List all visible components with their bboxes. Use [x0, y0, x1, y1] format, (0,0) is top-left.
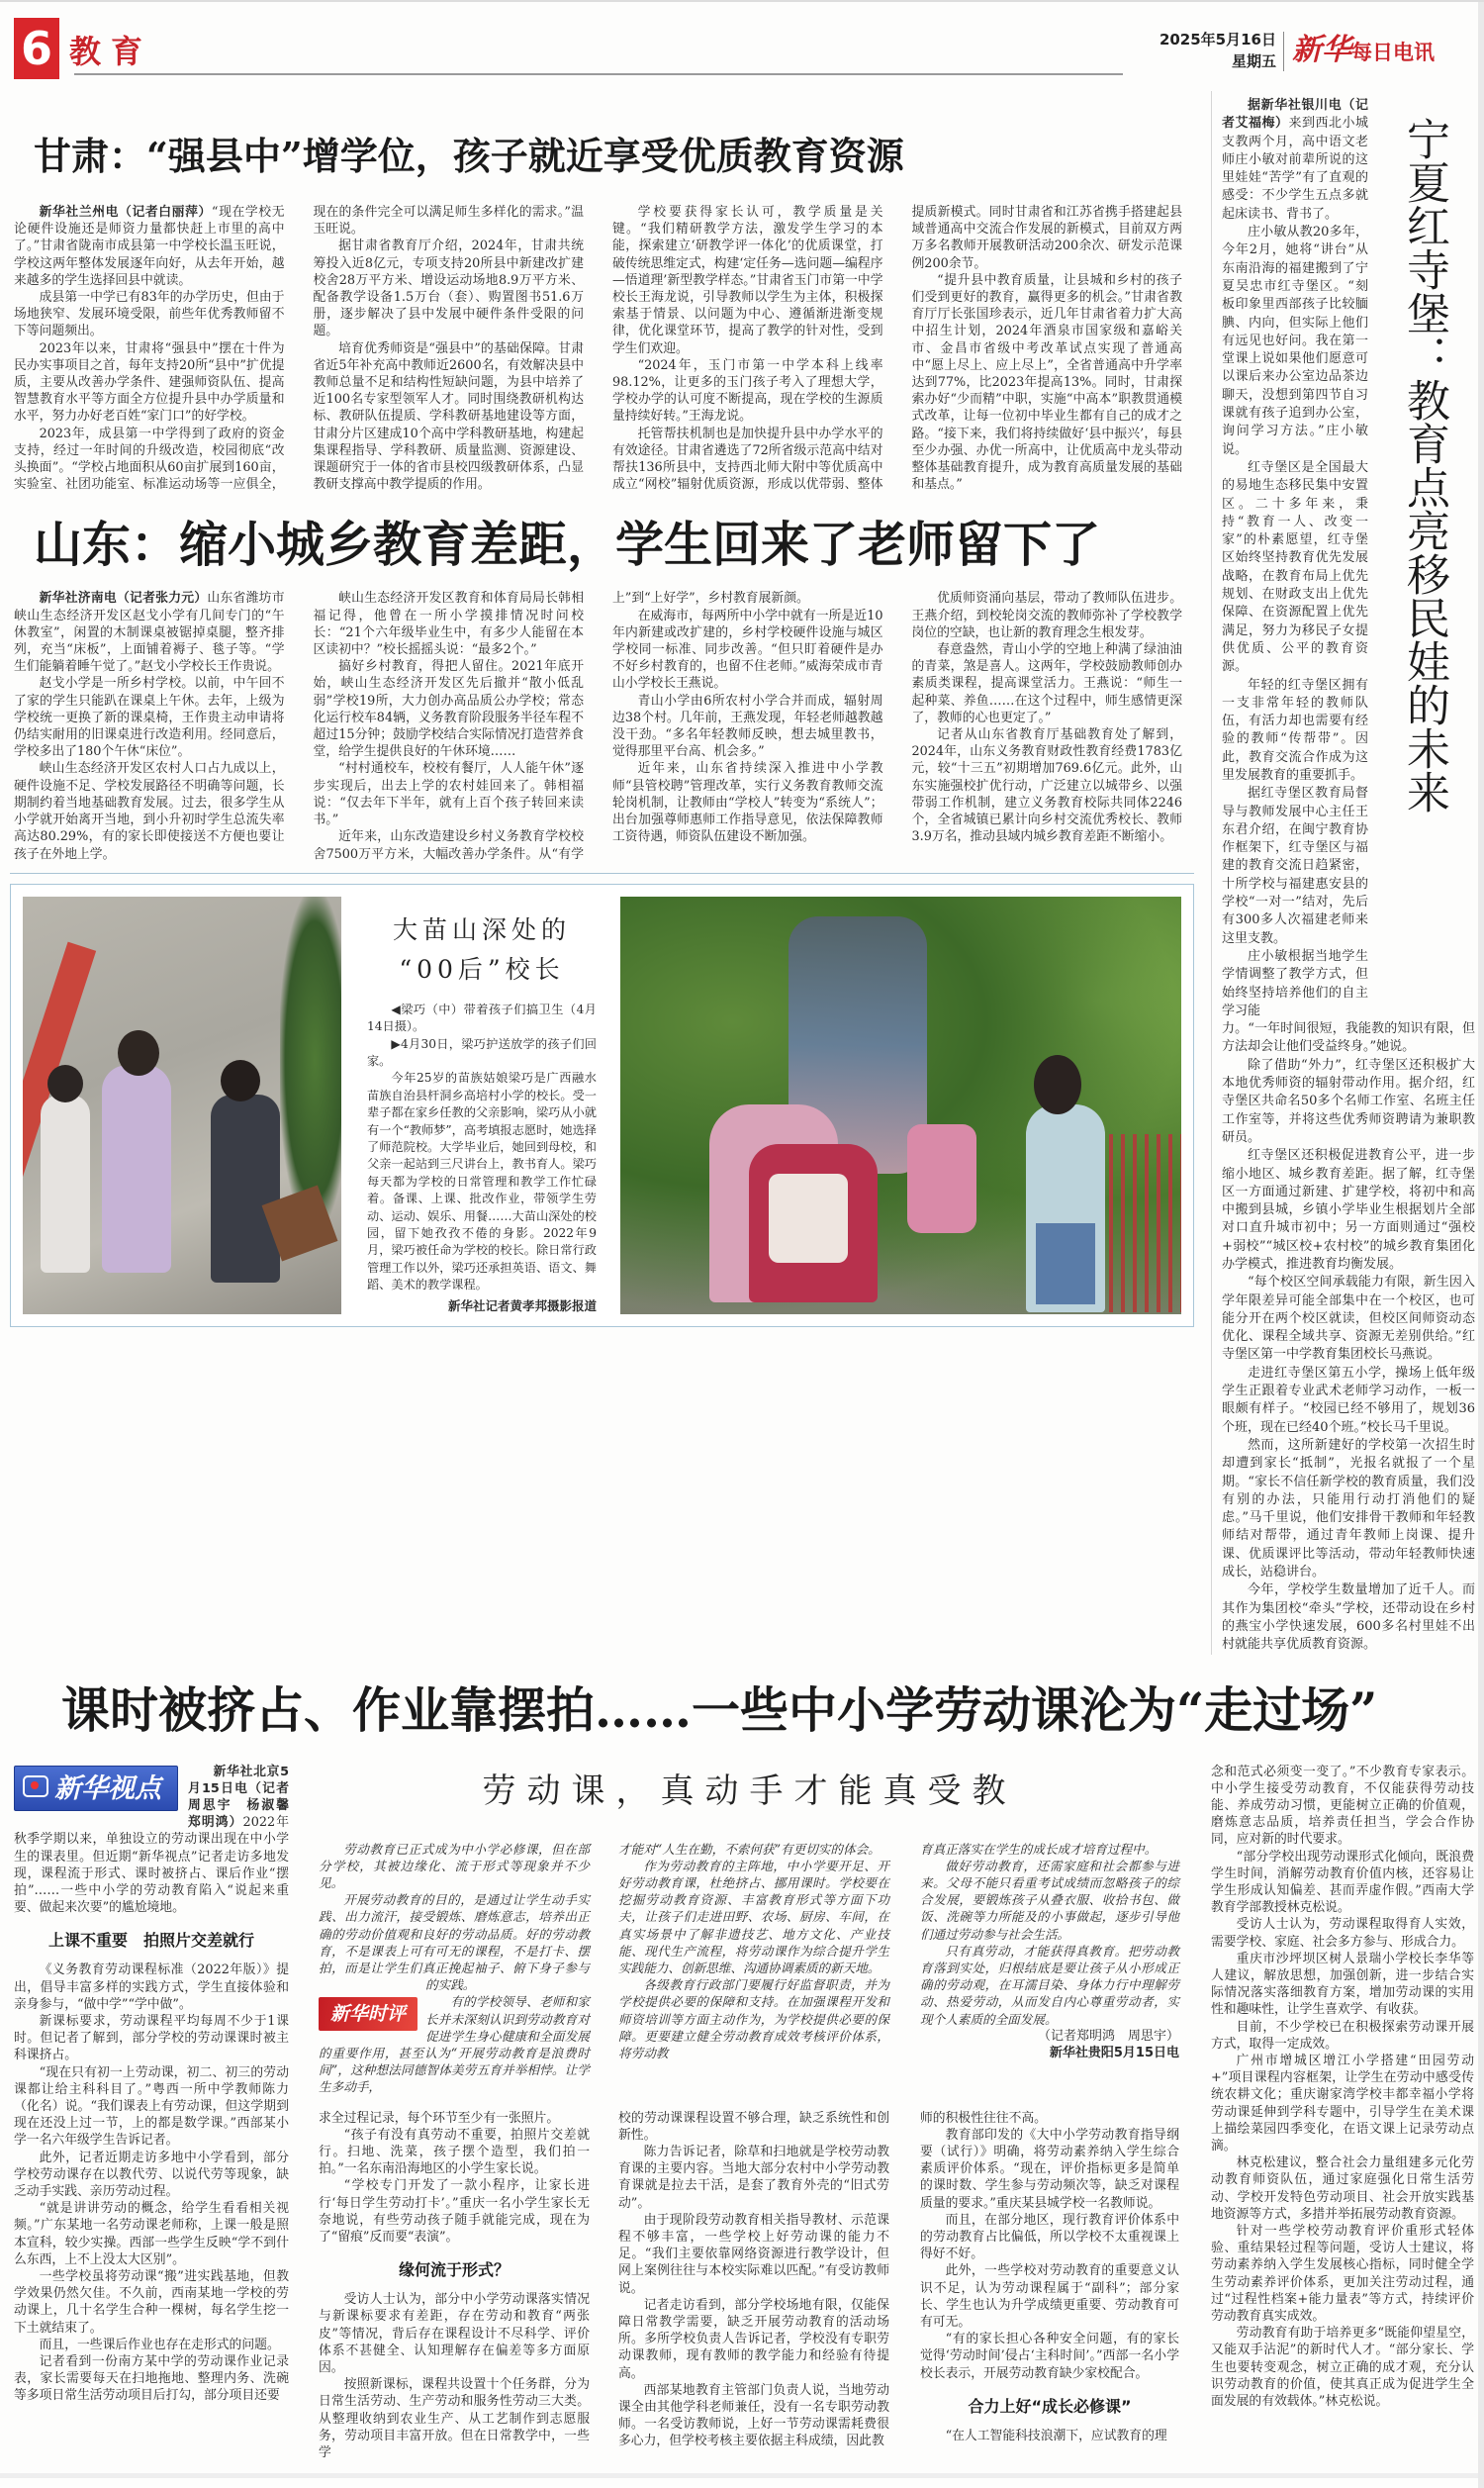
paragraph: 走进红寺堡区第五小学，操场上低年级学生正跟着专业武术老师学习动作，一板一眼颇有样子。“校园已经不够用了，规划36个班，现在已经40个班。”校长马千里说。: [1222, 1365, 1475, 1435]
photo-story-title-line: “00后”校长: [399, 954, 565, 984]
paragraph: 学校要获得家长认可，教学质量是关键。“我们精研教学方法，激发学生学习的本能，探索建立‘研教学评一体化’的优质课堂，打破传统思维定式，构建‘定任务—选问题—编程序—悟道理’新型教学样态。”甘肃省玉门市第一中学校长王海龙说，引导教师以学生为主体，积极探索基于情景、以问题为中心、遵循渐进渐变规律，优化课堂环节，提高了教学的针对性，受到学生们欢迎。: [612, 205, 883, 356]
child-figure: [41, 1095, 90, 1273]
headline-labor-class: 课时被挤占、作业靠摆拍……一些中小学劳动课沦为“走过场”: [61, 1680, 1378, 1739]
paragraph: 一些学校虽将劳动课“搬”进实践基地，但教学效果仍然欠佳。不久前，西南某地一学校的劳动课上，几十名学生合种一棵树，每名学生挖一下土就结束了。: [14, 2269, 289, 2336]
dateline: 新华社济南电（记者张力元）: [39, 591, 208, 607]
paragraph: “村村通校车，校校有餐厅，人人能午休”逐步实现后，出去上学的农村娃回来了。韩相福说：“仅去年下半年，就有上百个孩子转回来读书。”: [313, 761, 584, 828]
paragraph: 记者走访看到，部分学校场地有限，仅能保障日常教学需要，缺乏开展劳动教育的活动场所。多所学校负责人告诉记者，学校没有专职劳动课教师，现有教师的教学能力和经验有待提高。: [618, 2297, 889, 2381]
logo-brand: 新华: [1292, 33, 1351, 67]
paragraph: 年轻的红寺堡区拥有一支非常年轻的教师队伍，有活力却也需要有经验的教师“传帮带”。因此，教育交流合作成为这里发展教育的重要抓手。: [1222, 677, 1368, 783]
header-rule: [74, 73, 1123, 75]
dateline: 新华社兰州电（记者白丽萍）: [39, 205, 212, 220]
weekday-text: 星期五: [1231, 52, 1276, 70]
body-paragraphs: [920, 2428, 1179, 2444]
paragraph: ▶4月30日，梁巧护送放学的孩子们回家。: [367, 1036, 597, 1068]
page-edge: [1478, 2, 1484, 2488]
paragraph: 优质师资涌向基层，带动了教师队伍进步。王燕介绍，到校轮岗交流的教师弥补了学校教学岗位的空缺，也让新的教育理念生根发芽。: [911, 591, 1182, 640]
body-paragraphs: [319, 2291, 590, 2461]
logo-name: 每日电讯: [1351, 40, 1435, 64]
header-divider: [1283, 32, 1284, 71]
subhead: 上课不重要 拍照片交差就行: [47, 1931, 254, 1951]
ningxia-column: [1211, 91, 1475, 1655]
photo-story-caption: [367, 1002, 597, 1294]
paragraph: 做好劳动教育，还需家庭和社会都参与进来。父母不能只看重考试成绩而忽略孩子的综合发展，要锻炼孩子从叠衣服、收拾书包、做饭、洗碗等力所能及的小事做起，逐步引导他们通过劳动参与社会生活。: [920, 1858, 1179, 1942]
paragraph: [14, 590, 285, 675]
paragraph: “就是讲讲劳动的概念，给学生看看相关视频。”广东某地一名劳动课老师称，上课一般是照本宣科，较少实操。西部一些学生反映“学不到什么东西，上不上没太大区别”。: [14, 2201, 289, 2267]
paragraph: 近年来，山东省持续深入推进中小学教师“县管校聘”管理改革，实行义务教育教师交流轮岗机制，让教师由“学校人”转变为“系统人”；出台加强尊师惠师工作指导意见，依法保障教师工资待遇，师资队伍建设不断加强。: [612, 761, 883, 845]
article-shandong-body: [14, 590, 1182, 862]
article-ningxia-body-continued: [1222, 1020, 1475, 1654]
jeans-shape: [1036, 1223, 1095, 1304]
logo-text: 新华视点: [54, 1772, 161, 1804]
paragraph: “学校专门开发了一款小程序，让家长进行‘每日学生劳动打卡’。”重庆一名小学生家长无奈地说，有些劳动孩子随手就能完成，现在为了“留痕”反而要“表演”。: [319, 2178, 590, 2245]
photo-children-cleaning: [23, 897, 341, 1314]
paragraph: 庄小敏根据当地学生学情调整了教学方式，但始终坚持培养他们的自主学习能: [1222, 948, 1368, 1018]
paragraph-text: 2022年秋季学期以来，单独设立的劳动课出现在中小学生的课表里。但近期“新华视点”记者走访多地发现，课程流于形式、课时被挤占、课后作业“摆拍”……一些中小学的劳动教育陷入“说起来重要、做起来次要”的尴尬境地。: [14, 1815, 289, 1916]
paragraph: 《义务教育劳动课程标准（2022年版）》提出，倡导丰富多样的实践方式，学生直接体验和亲身参与，“做中学”“学中做”。: [14, 1962, 289, 2012]
paragraph: “2024年，玉门市第一中学本科上线率98.12%，让更多的玉门孩子考入了理想大学，学校办学的认可度不断提高，现在学校的生源质量持续好转。”王海龙说。: [612, 357, 883, 425]
child-figure: [211, 1095, 280, 1283]
top-left-area: [14, 91, 1182, 1327]
paragraph: 各级教育行政部门要履行好监督职责，并为学校提供必要的保障和支持。在加强课程开发和师资培训等方面主动作为，为学校提供必要的保障。更要建立健全劳动教育成效考核评价体系，将劳动教: [618, 1977, 889, 2060]
paragraph: 劳动教育有助于培养更多“既能仰望星空，又能双手沾泥”的新时代人才。“部分家长、学生也要转变观念，树立正确的成才观，充分认识劳动教育的价值，使其真正成为促进学生全面发展的有效载体。”林克松说。: [1211, 2326, 1474, 2410]
top-section: [0, 91, 1484, 1655]
paragraph: 近年来，山东改造建设乡村义务教育学校校舍7500万平方米，大幅改善办学条件。从“有学上”到“上好学”，乡村教育展新颜。: [313, 591, 809, 862]
commentary-column-1: [319, 1841, 590, 2096]
photo-children-going-home: [620, 897, 1181, 1314]
body-paragraphs: [14, 1962, 289, 2404]
paragraph: 红寺堡区还积极促进教育公平，进一步缩小地区、城乡教育差距。据了解，红寺堡区一方面通过新建、扩建学校，将初中和高中搬到县城，乡镇小学毕业生根据划片全部对口直升城市初中；另一方面则通过“强校+弱校”“城区校+农村校”的城乡教育集团化办学模式，推进教育均衡发展。: [1222, 1148, 1475, 1272]
bottom-middle-area: [319, 1764, 1180, 2462]
paragraph: “部分学校出现劳动课形式化倾向，既浪费学生时间，消解劳动教育价值内核，还容易让学生形成认知偏差、甚而弄虚作假。”西南大学教育学部教授林克松说。: [1211, 1849, 1474, 1916]
xinhua-viewpoint-logo: [14, 1766, 178, 1811]
headline-gansu: 甘肃：“强县中”增学位，孩子就近享受优质教育资源: [34, 134, 904, 178]
teacher-head: [118, 1030, 159, 1076]
paragraph: 峡山生态经济开发区教育和体育局局长韩相福记得，他曾在一所小学摸排情况时问校长：“21个六年级毕业生中，有多少人能留在本区读初中？”校长摇摇头说：“最多2个。”: [313, 591, 584, 658]
paragraph: 而且，一些课后作业也存在走形式的问题。: [39, 2337, 280, 2352]
article-labor-column-2: [319, 2110, 590, 2462]
body-paragraphs: [319, 2110, 590, 2247]
paragraph: 在威海市，每两所中小学中就有一所是近10年内新建或改扩建的，乡村学校硬件设施与城区学校同一标准、同步改善。“但只盯着硬件是办不好乡村教育的，也留不住老师。”威海荣成市青山小学校长王燕说。: [612, 608, 883, 692]
paragraph-text: “现在学校无论硬件设施还是师资力量都快赶上市里的高中了。”甘肃省陇南市成县第一中学校长温玉旺说，学校这两年整体发展逐年向好，从去年开始，越来越多的学生选择回县中就读。: [14, 205, 285, 288]
paragraph: 陈力告诉记者，除草和扫地就是学校劳动教育课的主要内容。当地大部分农村中小学劳动教育课就是拉去干活，是套了教育外壳的“旧式劳动”。: [618, 2144, 889, 2211]
commentary-column-3: [920, 1841, 1179, 2062]
teacher-figure: [102, 1065, 171, 1273]
paragraph: 记者从山东省教育厅基础教育处了解到，2024年，山东义务教育财政性教育经费1783亿元，较“十三五”初期增加769.6亿元。此外，山东实施强校扩优行动，广泛建立以城带乡、以强带弱工作机制，建立义务教育校际共同体2246个，全省城镇已累计向乡村交流优秀校长、教师3.9万名，推动县域内城乡教育差距不断缩小。: [911, 727, 1182, 845]
paragraph: 峡山生态经济开发区农村人口占九成以上，硬件设施不足、学校发展路径不明确等问题，长期制约着当地基础教育发展。过去，很多学生从小学就开始离开当地，到小升初时学生总流失率高达80.29%，有的家长即使接送不方便也要让孩子在外地上学。: [14, 761, 285, 862]
paragraph: 林克松建议，整合社会力量组建多元化劳动教育师资队伍，通过家庭强化日常生活劳动、学校开发特色劳动项目、社会开放实践基地资源等方式，多措并举拓展劳动教育资源。: [1211, 2155, 1474, 2222]
teacher-head: [1034, 1055, 1081, 1114]
section-divider: [10, 873, 1194, 874]
paragraph: “现在只有初一上劳动课，初二、初三的劳动课都让给主科科目了。”粤西一所中学教师陈力（化名）说。“我们课表上有劳动课，但这学期到现在还没上过一节，上的都是数学课。”西部某小学一名六年级学生告诉记者。: [14, 2064, 289, 2149]
commentary-paragraphs: [319, 1841, 590, 2096]
paragraph: 只有真劳动，才能获得真教育。把劳动教育落到实处，归根结底是要让孩子从小形成正确的劳动观，在耳濡目染、身体力行中理解劳动、热爱劳动，从而发自内心尊重劳动者，实现个人素质的全面发展。: [920, 1943, 1179, 2027]
subhead: 缘何流于形式？: [398, 2260, 510, 2280]
paragraph: “在人工智能科技浪潮下，应试教育的理: [945, 2428, 1167, 2443]
dateline: 新华社北京5月15日电（记者周思宇 杨淑馨 郑明鸿）: [188, 1764, 302, 1831]
paragraph: 求全过程记录，每个环节至少有一张照片。: [319, 2110, 560, 2126]
paragraph: 然而，这所新建好的学校第一次招生时却遭到家长“抵制”，光报名就报了一个星期。“家长不信任新学校的教育质量，我们没有别的办法，只能用行动打消他们的疑虑。”马千里说，他们安排骨干教师和年轻教师结对帮带，通过青年教师上岗课、提升课、优质课评比等活动，带动年轻教师快速成长，站稳讲台。: [1222, 1437, 1475, 1580]
page-header: [0, 2, 1484, 91]
commentary-paragraphs: [920, 1841, 1179, 2028]
backpack-shape: [907, 1124, 976, 1233]
article-labor-column-1: [14, 1764, 302, 2405]
ningxia-top: [1212, 97, 1475, 1020]
paragraph: 有的学校领导、老师和家长并未深刻认识到劳动教育对促进学生身心健康和全面发展的重要作用，甚至认为“开展劳动教育是浪费时间”，这种想法同德智体美劳五育并举相悖。让学生多动手，: [319, 1994, 590, 2095]
paragraph: 搞好乡村教育，得把人留住。2021年底开始，峡山生态经济开发区先后撤并“散小低乱弱”学校19所，大力创办高品质公办学校；常态化运行校车84辆，义务教育阶段服务半径车程不超过15分钟；鼓励学校结合实际情况打造营养食堂，给学生提供良好的午休环境……: [313, 659, 584, 760]
paragraph: 庄小敏从教20多年，今年2月，她将“讲台”从东南沿海的福建搬到了宁夏吴忠市红寺堡区。“刻板印象里西部孩子比较腼腆、内向，但实际上他们有远见也好问。我在第一堂课上说如果他们愿意可以课后来办公室边品茶边聊天，没想到第四节自习课就有孩子追到办公室，询问学习方法。”庄小敏说。: [1222, 225, 1368, 457]
commentary-dateline: 新华社贵阳5月15日电: [1049, 2045, 1179, 2060]
bottom-section: [0, 1764, 1484, 2462]
paragraph: 今年，学校学生数量增加了近千人。而其作为集团校“牵头”学校，还带动设在乡村的燕宝小学快速发展，600多名村里娃不出村就能共享优质教育资源。: [1222, 1582, 1475, 1653]
paragraph: 2023年以来，甘肃将“强县中”摆在十件为民办实事项目之首，每年支持20所“县中”扩优提质，主要从改善办学条件、建强师资队伍、提高智慧教育水平等方面全方位提升县中办学质量和水平，努力办好老百姓“家门口”的好学校。: [14, 340, 285, 425]
paragraph: 才能对“人生在勤，不索何获”有更切实的体会。: [618, 1841, 881, 1857]
camera-icon: [23, 1775, 48, 1797]
paragraph: 教育部印发的《大中小学劳动教育指导纲要（试行）》明确，将劳动素养纳入学生综合素质评价体系。“现在，评价指标更多是简单的课时数、学生参与劳动频次等，缺乏对课程质量的要求。”重庆某县城学校一名教师说。: [920, 2127, 1179, 2211]
page-number: 6: [14, 18, 59, 79]
commentary-column-2: [618, 1841, 889, 2062]
paragraph: 此外，记者近期走访多地中小学看到，部分学校劳动课存在以教代劳、以说代劳等现象，缺乏动手实践、亲历劳动过程。: [14, 2150, 289, 2199]
paragraph: 针对一些学校劳动教育评价重形式轻体验、重结果轻过程等问题，受访人士建议，将劳动素养纳入学生发展核心指标，同时健全学生劳动素养评价体系，更加关注劳动过程，通过“过程性档案+能力量表”等方式，持续评价劳动教育真实成效。: [1211, 2224, 1474, 2325]
section-title: 教育: [69, 33, 153, 70]
child-head: [221, 1060, 260, 1101]
paragraph: 成县第一中学已有83年的办学历史，但由于场地狭窄、发展环境受限，前些年优秀教师留不下等问题频出。: [14, 290, 285, 339]
paragraph: 据甘肃省教育厅介绍，2024年，甘肃共统筹投入近8亿元，专项支持20所县中新建改扩建校舍28万平方米、增设运动场地8.9万平方米、配备教学设备1.5万台（套）、购置图书51.6万册，逐步解决了县中发展中硬件条件受限的问题。: [313, 239, 584, 339]
paragraph: 育真正落实在学生的成长成才培育过程中。: [920, 1841, 1158, 1857]
backpack-pocket: [769, 1174, 848, 1263]
paragraph: 培育优秀师资是“强县中”的基础保障。甘肃省近5年补充高中教师近2600名，有效解决县中教师总量不足和结构性短缺问题，为县中培养了近100名专家型领军人才。同时围绕教研机构达标、教研队伍提质、学科教研基地建设等方面，甘肃分片区建成10个高中学科教研基地，构建起集课程指导、学科教研、质量监测、资源建设、课题研究于一体的省市县校四级教研体系，凸显教研支撑高中教学提质的作用。: [313, 340, 584, 493]
commentary-title: 劳动课，真动手才能真受教: [482, 1770, 1017, 1811]
photo-story-frame: [10, 884, 1194, 1327]
paragraph: “每个校区空间承载能力有限，新生因入学年限差异可能全部集中在一个校区，也可能分开在两个校区就读，但校区间师资动态优化、课程全域共享、资源无差别供给。”红寺堡区第一中学教育集团校长马燕说。: [1222, 1275, 1475, 1363]
issue-date: [1128, 30, 1276, 73]
bottom-border: [0, 2473, 1484, 2478]
paragraph: 按照新课标，课程共设置十个任务群，分为日常生活劳动、生产劳动和服务性劳动三大类。从整理收纳到农业生产、从工艺制作到志愿服务，劳动项目丰富开放。但在日常教学中，一些学: [319, 2377, 590, 2461]
foliage-shape: [280, 897, 341, 1223]
paragraph: 校的劳动课课程设置不够合理，缺乏系统性和创新性。: [618, 2110, 889, 2143]
headline-shandong: 山东：缩小城乡教育差距，学生回来了老师留下了: [34, 516, 1101, 574]
paragraph: 据红寺堡区教育局督导与教师发展中心主任王东君介绍，在闽宁教育协作框架下，红寺堡区与福建的教育交流日趋紧密，十所学校与福建惠安县的学校“一对一”结对，先后有300多人次福建老师来这里支教。: [1222, 786, 1368, 946]
subhead: 合力上好“成长必修课”: [968, 2396, 1132, 2416]
paragraph: [1222, 97, 1368, 224]
paragraph: 2023年，成县第一中学得到了政府的资金支持，经过一年时间的升级改造，校园彻底“改头换面”。“学校占地面积从60亩扩展到160亩，实验室、社团功能室、标准运动场等一应俱全，现在的条件完全可以满足师生多样化的需求。”温玉旺说。: [14, 205, 584, 493]
article-labor-middle-columns: [319, 2110, 1180, 2462]
photo-credit: 新华社记者黄孝邦摄影报道: [447, 1297, 597, 1313]
paragraph: 西部某地教育主管部门负责人说，当地劳动课全由其他学科老师兼任，没有一名专职劳动教师。一名受访教师说，上好一节劳动课需耗费很多心力，但学校考核主要依据主科成绩，因此教: [618, 2382, 889, 2449]
paragraph: 师的积极性往往不高。: [920, 2110, 1047, 2126]
paragraph: 广州市增城区增江小学搭建“田园劳动+”项目课程内容框架，让学生在劳动中感受传统农耕文化；重庆谢家湾学校丰都幸福小学将劳动课延伸到学科专题中，引导学生在美术课上描绘菜园四季变化，在语文课上记录劳动点滴。: [1211, 2053, 1474, 2153]
paragraph: “提升县中教育质量，让县城和乡村的孩子们受到更好的教育，赢得更多的机会。”甘肃省教育厅厅长张国珍表示，近几年甘肃省着力扩大高中招生计划，2024年酒泉市国家级和嘉峪关市、金昌市省级中考改革试点实现了普通高中“愿上尽上、应上尽上”，全省普通高中升学率达到77%，比2023年提高13%。同时，甘肃探索办好“少而精”中职，实施“中高本”职教贯通模式改革，让每一位初中毕业生都有自己的成才之路。“接下来，我们将持续做好‘县中振兴’，每县至少办强、办优一所高中，让优质高中龙头带动整体基础教育提升，成为教育高质量发展的基础和基点。”: [911, 272, 1182, 493]
paragraph: 青山小学由6所农村小学合并而成，辐射周边38个村。几年前，王燕发现，年轻老师越教越没干劲。“多名年轻教师反映，想去城里教书，觉得那里平台高、机会多。”: [612, 693, 883, 760]
commentary-body: [319, 1841, 1180, 2096]
article-ningxia-body: [1222, 97, 1368, 1020]
paragraph: 赵戈小学是一所乡村学校。以前，中午回不了家的学生只能趴在课桌上午休。去年，上级为学校统一更换了新的课桌椅，王作贵主动申请将仍结实耐用的旧课桌进行改造利用。经同意后，学校多出了180个午休“床位”。: [14, 676, 285, 760]
photo-story-text-panel: [367, 897, 597, 1314]
paragraph: 此外，一些学校对劳动教育的重要意义认识不足，认为劳动课程属于“副科”；部分家长、学生也认为升学成绩更重要、劳动教育可有可无。: [920, 2263, 1179, 2331]
paragraph: 开展劳动教育的目的，是通过让学生动手实践、出力流汗，接受锻炼、磨炼意志，培养出正确的劳动价值观和良好的劳动品质。好的劳动教育，不是课表上可有可无的课程，不是打卡、摆拍，而是让学生们真正挽起袖子、俯下身子参与的实践。: [319, 1892, 590, 1993]
child-head: [47, 1065, 83, 1102]
newspaper-logo: [1292, 34, 1435, 69]
paragraph: ◀梁巧（中）带着孩子们搞卫生（4月14日摄）。: [367, 1002, 597, 1034]
commentary-credit: （记者郑明鸿 周思宇）: [1037, 2028, 1179, 2044]
paragraph: 由于现阶段劳动教育相关指导教材、示范课程不够丰富，一些学校上好劳动课的能力不足。“我们主要依靠网络资源进行教学设计，但网上案例往往与本校实际难以匹配。”有受访教师说。: [618, 2212, 889, 2296]
paragraph: 托管帮扶机制也是加快提升县中办学水平的有效途径。甘肃省遴选了72所省级示范高中结对帮扶136所县中，支持西北师大附中等优质高中成立“网校”辐射优质资源，形成以优带弱、整体提质新模式。同时甘肃省和江苏省携手搭建起县域普通高中交流合作发展的新模式，目前双方两万多名教师开展教研活动200余次、研发示范课例200余节。: [612, 205, 1182, 493]
paragraph: 目前，不少学校已在积极探索劳动课开展方式，取得一定成效。: [1211, 2019, 1474, 2052]
paragraph: 记者看到一份南方某中学的劳动课作业记录表，家长需要每天在扫地拖地、整理内务、洗碗等多项日常生活劳动项目后打勾，部分项目还要: [14, 2354, 289, 2404]
headline-ningxia: 宁夏红寺堡：教育点亮移民娃的未来: [1399, 117, 1449, 813]
paragraph: 重庆市沙坪坝区树人景瑞小学校长李华等人建议，解放思想，加强创新，进一步结合实际情况落实落细教育方案，增加劳动课的实用性和趣味性，让学生喜欢学、有收获。: [1211, 1951, 1474, 2018]
paragraph: 春意盎然，青山小学的空地上种满了绿油油的青菜，煞是喜人。这两年，学校鼓励教师创办素质类课程，提高课堂活力。王燕说：“师生一起种菜、养鱼……在这个过程中，师生感情更深了，教师的心也更定了。”: [911, 642, 1182, 725]
paragraph: [14, 204, 285, 289]
article-labor-column-4: [920, 2110, 1179, 2444]
xinhua-commentary-logo: 新华时评: [319, 1997, 417, 2031]
dateline: 据新华社银川电（记者艾福梅）: [1222, 98, 1368, 132]
paragraph-text: 来到西北小城支教两个月，高中语文老师庄小敏对前辈所说的这里娃娃“苦学”有了直观的感受：不少学生五点多就起床读书、背书了。: [1222, 116, 1368, 222]
article-labor-column-5: [1211, 1764, 1474, 2411]
paragraph: 念和范式必须变一变了。”不少教育专家表示。中小学生接受劳动教育，不仅能获得劳动技能、养成劳动习惯，更能树立正确的价值观，磨炼意志品质，培养责任担当，学会合作协同，应对新的时代要求。: [1211, 1764, 1474, 1848]
paragraph: 红寺堡区是全国最大的易地生态移民集中安置区。二十多年来，秉持“教育一人、改变一家”的朴素愿望，红寺堡区始终坚持教育优先发展战略，在教育布局上优先规划、在财政支出上优先保障、在资源配置上优先满足，努力为移民子女提供优质、公平的教育资源。: [1222, 459, 1368, 675]
paragraph: “孩子有没有真劳动不重要，拍照片交差就行。扫地、洗菜，孩子摆个造型，我们拍一拍。”一名东南沿海地区的小学生家长说。: [319, 2127, 590, 2177]
paragraph: 除了借助“外力”，红寺堡区还积极扩大本地优秀师资的辐射带动作用。据介绍，红寺堡区共命名50多个名师工作室、名班主任工作室等，并将这些优秀师资聘请为兼职教研员。: [1222, 1057, 1475, 1145]
paragraph-text: 山东省潍坊市峡山生态经济开发区赵戈小学有几间专门的“午休教室”，闲置的木制课桌被锯掉桌腿，整齐排列，充当“床板”，上面铺着褥子、毯子等。“学生们能躺着睡午觉了。”赵戈小学校长王作贵说。: [14, 591, 285, 675]
paragraph: 新课标要求，劳动课程平均每周不少于1课时。但记者了解到，部分学校的劳动课课时被主科课挤占。: [14, 2013, 289, 2063]
paragraph: 作为劳动教育的主阵地，中小学要开足、开好劳动教育课，杜绝挤占、挪用课时。学校要在挖掘劳动教育资源、丰富教育形式等方面下功夫，让孩子们走进田野、农场、厨房、车间，在真实场景中了解非遗技艺、地方文化、产业技能、现代生产流程，将劳动课作为综合提升学生实践能力、创新思维、沟通协调素质的新天地。: [618, 1858, 889, 1975]
paragraph: 力。“一年时间很短，我能教的知识有限，但方法却会让他们受益终身。”她说。: [1222, 1021, 1475, 1055]
date-text: 2025年5月16日: [1159, 31, 1276, 48]
paragraph: “有的家长担心各种安全问题，有的家长觉得‘劳动时间’侵占‘主科时间’。”西部一名小学校长表示，开展劳动教育缺少家校配合。: [920, 2332, 1179, 2381]
article-labor-column-3: [618, 2110, 889, 2450]
paragraph: 而且，在部分地区，现行教育评价体系中的劳动教育占比偏低，所以学校不太重视课上得好不好。: [920, 2212, 1179, 2262]
article-gansu-body: [14, 204, 1182, 493]
paragraph: 今年25岁的苗族姑娘梁巧是广西融水苗族自治县杆洞乡高培村小学的校长。受一辈子都在家乡任教的父亲影响，梁巧从小就有一个“教师梦”，高考填报志愿时，她选择了师范院校。大学毕业后，她回到母校，和父亲一起站到三尺讲台上，教书育人。梁巧每天都为学校的日常管理和教学工作忙碌着。备课、上课、批改作业，带领学生劳动、运动、娱乐、用餐……大苗山深处的校园，留下她孜孜不倦的身影。2022年9月，梁巧被任命为学校的校长。除日常行政管理工作以外，梁巧还承担英语、语文、舞蹈、美术的教学课程。: [367, 1071, 597, 1292]
paragraph: 受访人士认为，部分中小学劳动课落实情况与新课标要求有差距，存在劳动和教育“两张皮”等情况，背后存在课程设计不尽科学、评价体系不甚健全、认知理解存在偏差等多方面原因。: [319, 2292, 590, 2376]
photo-story-title-line: 大苗山深处的: [392, 914, 571, 944]
paragraph: 劳动教育已正式成为中小学必修课，但在部分学校，其被边缘化、流于形式等现象并不少见。: [319, 1841, 590, 1890]
photo-story-title: [367, 910, 597, 990]
paragraph: 受访人士认为，劳动课程取得育人实效，需要学校、家庭、社会多方参与、形成合力。: [1211, 1917, 1474, 1950]
